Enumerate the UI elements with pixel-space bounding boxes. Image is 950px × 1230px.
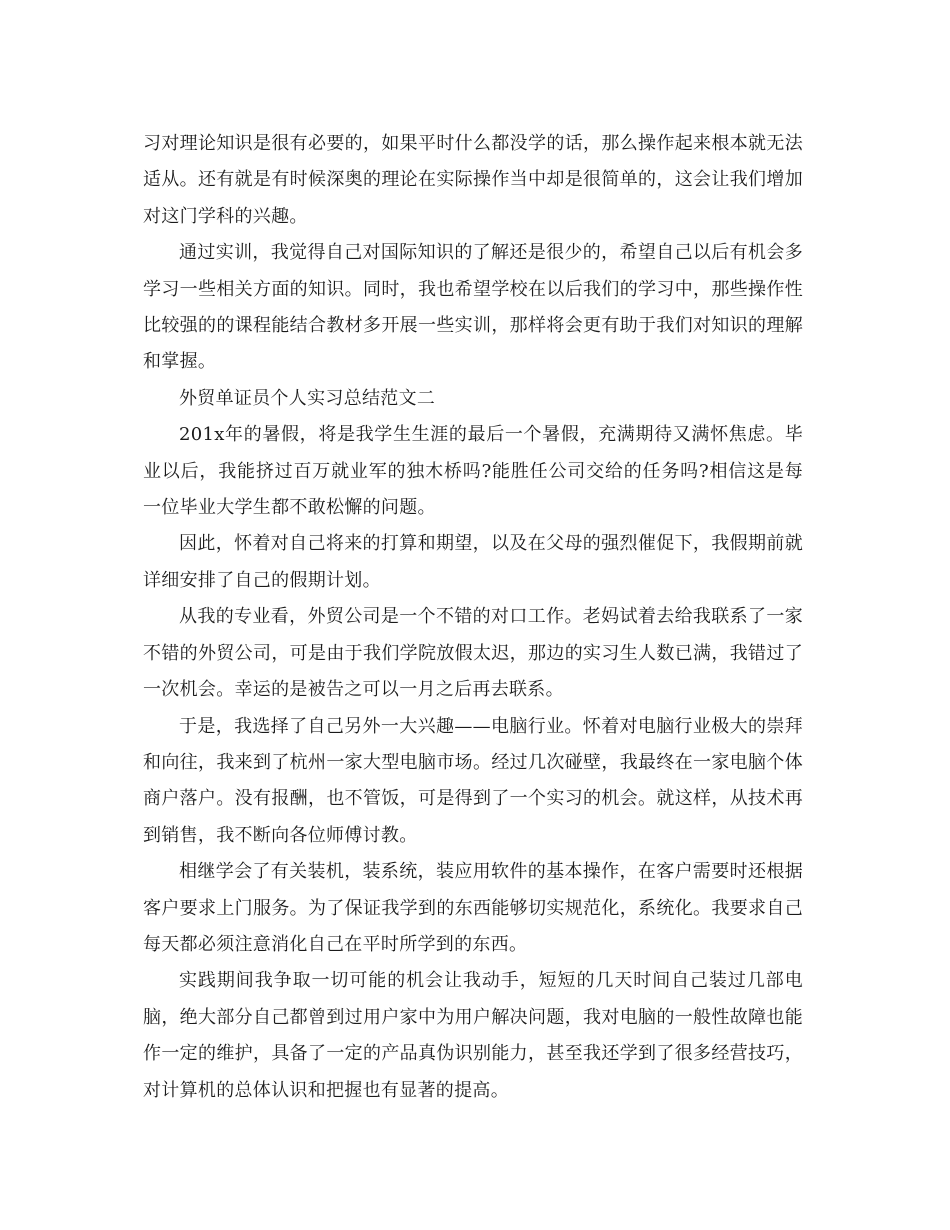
paragraph-computer-industry: 于是，我选择了自己另外一大兴趣——电脑行业。怀着对电脑行业极大的崇拜和向往，我来到了杭州一家大型电脑市场。经过几次碰壁，我最终在一家电脑个体商户落户。没有报酬，也不管饭，可是得到了一个实习的机会。就这样，从技术再到销售，我不断向各位师傅讨教。 xyxy=(143,715,803,846)
paragraph-skills-learned: 相继学会了有关装机，装系统，装应用软件的基本操作，在客户需要时还根据客户要求上门服务。为了保证我学到的东西能够切实规范化，系统化。我要求自己每天都必须注意消化自己在平时所学到的东西。 xyxy=(143,861,803,955)
section-heading: 外贸单证员个人实习总结范文二 xyxy=(179,387,436,409)
paragraph-vacation-plan: 因此，怀着对自己将来的打算和期望，以及在父母的强烈催促下，我假期前就详细安排了自己的假期计划。 xyxy=(143,533,803,591)
paragraph-practice-period: 实践期间我争取一切可能的机会让我动手，短短的几天时间自己装过几部电脑，绝大部分自己都曾到过用户家中为用户解决问题，我对电脑的一般性故障也能作一定的维护，具备了一定的产品真伪识别能力，甚至我还学到了很多经营技巧，对计算机的总体认识和把握也有显著的提高。 xyxy=(143,970,803,1101)
paragraph-trade-company: 从我的专业看，外贸公司是一个不错的对口工作。老妈试着去给我联系了一家不错的外贸公司，可是由于我们学院放假太迟，那边的实习生人数已满，我错过了一次机会。幸运的是被告之可以一月之后再去联系。 xyxy=(143,606,803,701)
paragraph-summer-vacation: 201x年的暑假，将是我学生生涯的最后一个暑假，充满期待又满怀焦虑。毕业以后，我能挤过百万就业军的独木桥吗?能胜任公司交给的任务吗?相信这是每一位毕业大学生都不敢松懈的问题。 xyxy=(143,424,803,519)
document-body xyxy=(143,126,803,1109)
paragraph-training-reflection: 通过实训，我觉得自己对国际知识的了解还是很少的，希望自己以后有机会多学习一些相关方面的知识。同时，我也希望学校在以后我们的学习中，那些操作性比较强的的课程能结合教材多开展一些实训，那样将会更有助于我们对知识的理解和掌握。 xyxy=(143,242,803,373)
paragraph-continuation: 习对理论知识是很有必要的，如果平时什么都没学的话，那么操作起来根本就无法适从。还有就是有时候深奥的理论在实际操作当中却是很简单的，这会让我们增加对这门学科的兴趣。 xyxy=(143,133,803,227)
